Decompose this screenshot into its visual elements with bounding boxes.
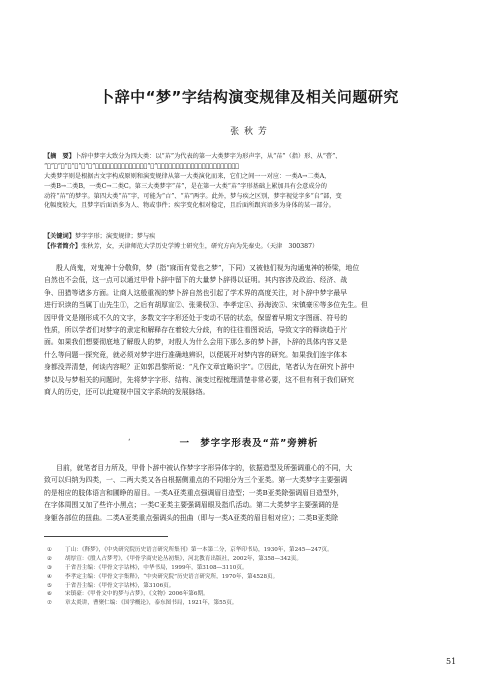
section-number: 一 xyxy=(179,438,190,449)
body-line: 性质，所以学者们对梦字的隶定和解释存在着较大分歧，有的往往看图说话，导致文字的释读趋于片 xyxy=(44,325,348,334)
paper-title: 卜辞中“梦”字结构演变规律及相关问题研究 xyxy=(99,88,399,106)
footnote-text: 于省吾主编：《甲骨文字诂林》，第3106页。 xyxy=(65,582,175,589)
body-line: 梦以及与梦相关的问题时，先将梦字字形、结构、演变过程梳理清楚非常必要，这不但有利于我们研究 xyxy=(44,375,355,384)
body-line: 在字体周围又加了些许小黑点；一类C亚类主要强调眉眼及指爪活动。第二大类梦字主要强调的是 xyxy=(44,501,339,510)
body-line: 的是相应的肢体语言和圃睁的眉目。一类A亚类重点强调眉目造型；一类B亚类除强调眉目造型外， xyxy=(44,488,344,497)
body-line: 什么等问题一探究竟，就必须对梦字进行准确地辨识，以便展开对梦内容的研究。如果我们连字体本 xyxy=(44,350,348,359)
body-line: 争、田猎等诸多方面。让商人这般重视的梦卜辞自然也引起了学术界的高度关注，对卜辞中梦字最早 xyxy=(44,288,348,297)
footnote-number: ③ xyxy=(46,564,52,571)
footnote xyxy=(44,546,458,555)
footnotes xyxy=(44,546,458,608)
keywords-text: 梦字字形；演变规律；梦与疾 xyxy=(74,233,156,240)
section-paragraph xyxy=(44,462,458,524)
footnote-text: 李孝定主编：《甲骨文字集释》，“中央研究院”历史语言研究所，1970年，第4528页。 xyxy=(65,573,279,580)
body-line: 面。如果我们想要彻底地了解殷人的梦，对殷人为什么会用下那么多的梦卜辞，卜辞的具体内容又是 xyxy=(44,338,348,347)
body-line: 身躯各部位的扭曲。二类A亚类重点强调头的扭曲（即与一类A亚类的眉目相对应）；二类B亚类除 xyxy=(44,513,339,522)
footnote-text: 胡厚宣：《殷人占梦考》，《甲骨学商史论丛初集》，河北教育出版社，2002年，第358—342页。 xyxy=(65,555,302,562)
body-line: 进行识读的当属丁山先生①，之后有胡厚宣②、张秉权③、李孝定④、孙海波⑤、宋镇豪⑥等多位先生。但 xyxy=(44,301,368,310)
section-title: 梦字字形表及“𦬢”旁辨析 xyxy=(200,438,319,449)
body-line: 商人的历史，还可以此窥视中国文字系统的发展脉络。 xyxy=(44,387,210,396)
footnote xyxy=(44,564,458,573)
abstract-line: 大类梦字则是根据古文字构成原则和演变规律从第一大类演化而来，它们之间一一对应：一类A→二类A， xyxy=(44,172,331,180)
footnote xyxy=(44,555,458,564)
footnote-number: ⑦ xyxy=(46,600,52,607)
footnote xyxy=(44,590,458,599)
abstract xyxy=(44,152,458,211)
author-info xyxy=(44,242,458,252)
body-line: 因甲骨文是刚形成不久的文字，多数文字字形还处于变动不居的状态，保留着早期文字图画、符号的 xyxy=(44,313,348,322)
body-line: 殷人尚鬼，对鬼神十分敬仰，梦（指“寐而有觉也之梦”，下同）又被他们视为沟通鬼神的桥梁，地位 xyxy=(56,264,360,272)
intro-paragraph xyxy=(44,262,458,398)
section-marker: ‘ xyxy=(128,438,131,446)
footnote-number: ⑤ xyxy=(46,582,52,589)
footnote-text: 章太炎讲，曹聚仁编：《国学概论》，泰东图书局，1921年，第55页。 xyxy=(65,600,238,607)
abstract-label: 【摘 要】 xyxy=(44,153,75,160)
author-info-label: 【作者简介】 xyxy=(44,243,82,250)
body-line: 目前，就笔者目力所及，甲骨卜辞中被认作梦字字形异体字的，依据造型及所强调重心的不同，大 xyxy=(56,464,353,472)
body-line: 致可以归纳为四类，一、二两大类又各自根据侧重点的不同细分为三个亚类。第一大类梦字主要强调 xyxy=(44,476,348,485)
abstract-line: 【摘 要】卜辞中梦字大致分为四大类：以“𦬢”为代表的第一大类梦字为形声字，从“𦬢”（指）形、从“瞢”、 xyxy=(44,153,342,160)
abstract-line: “𤰷”、“𪽙”、“𢦏”或“𦬢”（异体声旁），𤕤（帚）声；以“梦”为代表的第二大类梦字是第一大类的省形字。第二 xyxy=(44,162,240,170)
keywords-label: 【关键词】 xyxy=(44,233,75,240)
footnote-text: 宋镇豪：《甲骨文中的梦与占梦》，《文物》2006年第6期。 xyxy=(65,591,209,598)
footnote-divider xyxy=(44,536,168,537)
footnote xyxy=(44,599,458,608)
footnote xyxy=(44,582,458,591)
footnote xyxy=(44,573,458,582)
section-heading xyxy=(0,435,498,449)
footnote-text: 丁山：《释梦》，《中央研究院历史语言研究所集刊》第一本第二分，京华印书局，1930年，第245—247页。 xyxy=(65,547,333,553)
footnote-number: ④ xyxy=(46,573,52,580)
footnote-number: ① xyxy=(46,547,52,553)
abstract-line: 动符“𦬢”的梦字。第四大类“𦬢”字，可能为“𣅀”、“𦬢”两字。此外，梦与疾之区别，梦字视觉字多“𠂤”部，变 xyxy=(44,192,342,200)
body-line: 自然也不会低，这一点可以通过甲骨卜辞中留下的大量梦卜辞得以证明。其内容涉及政治、经济、战 xyxy=(44,276,348,285)
page-number: 51 xyxy=(446,657,457,666)
footnote-number: ② xyxy=(46,555,52,562)
footnote-number: ⑥ xyxy=(46,591,52,598)
abstract-line: 化幅度较大，且梦字后面语多为人、物或事件；疾字变化相对稳定，且后面所跟宾语多为身体的某一部分。 xyxy=(44,202,335,210)
footnote-text: 于省吾主编：《甲骨文字诂林》，中华书局，1999年，第3108—3110页。 xyxy=(65,564,248,571)
abstract-line: 一类B→二类B，一类C→二类C。第三大类梦字“𦬢”，是在第一大类“𦬢”字形基础上累加具有会意成分的 xyxy=(44,182,327,190)
author-name: 张 秋 芳 xyxy=(230,127,268,137)
author-info-text: 张秋芳，女，天津师范大学历史学博士研究生，研究方向为先秦史。（天津 300387） xyxy=(81,243,319,250)
body-line: 身都没弄清楚，何谈内容呢？正如郭昌黎所说：“凡作文章宜略识字”。⑦因此，笔者认为在研究卜辞中 xyxy=(44,363,355,372)
keywords xyxy=(44,232,458,242)
